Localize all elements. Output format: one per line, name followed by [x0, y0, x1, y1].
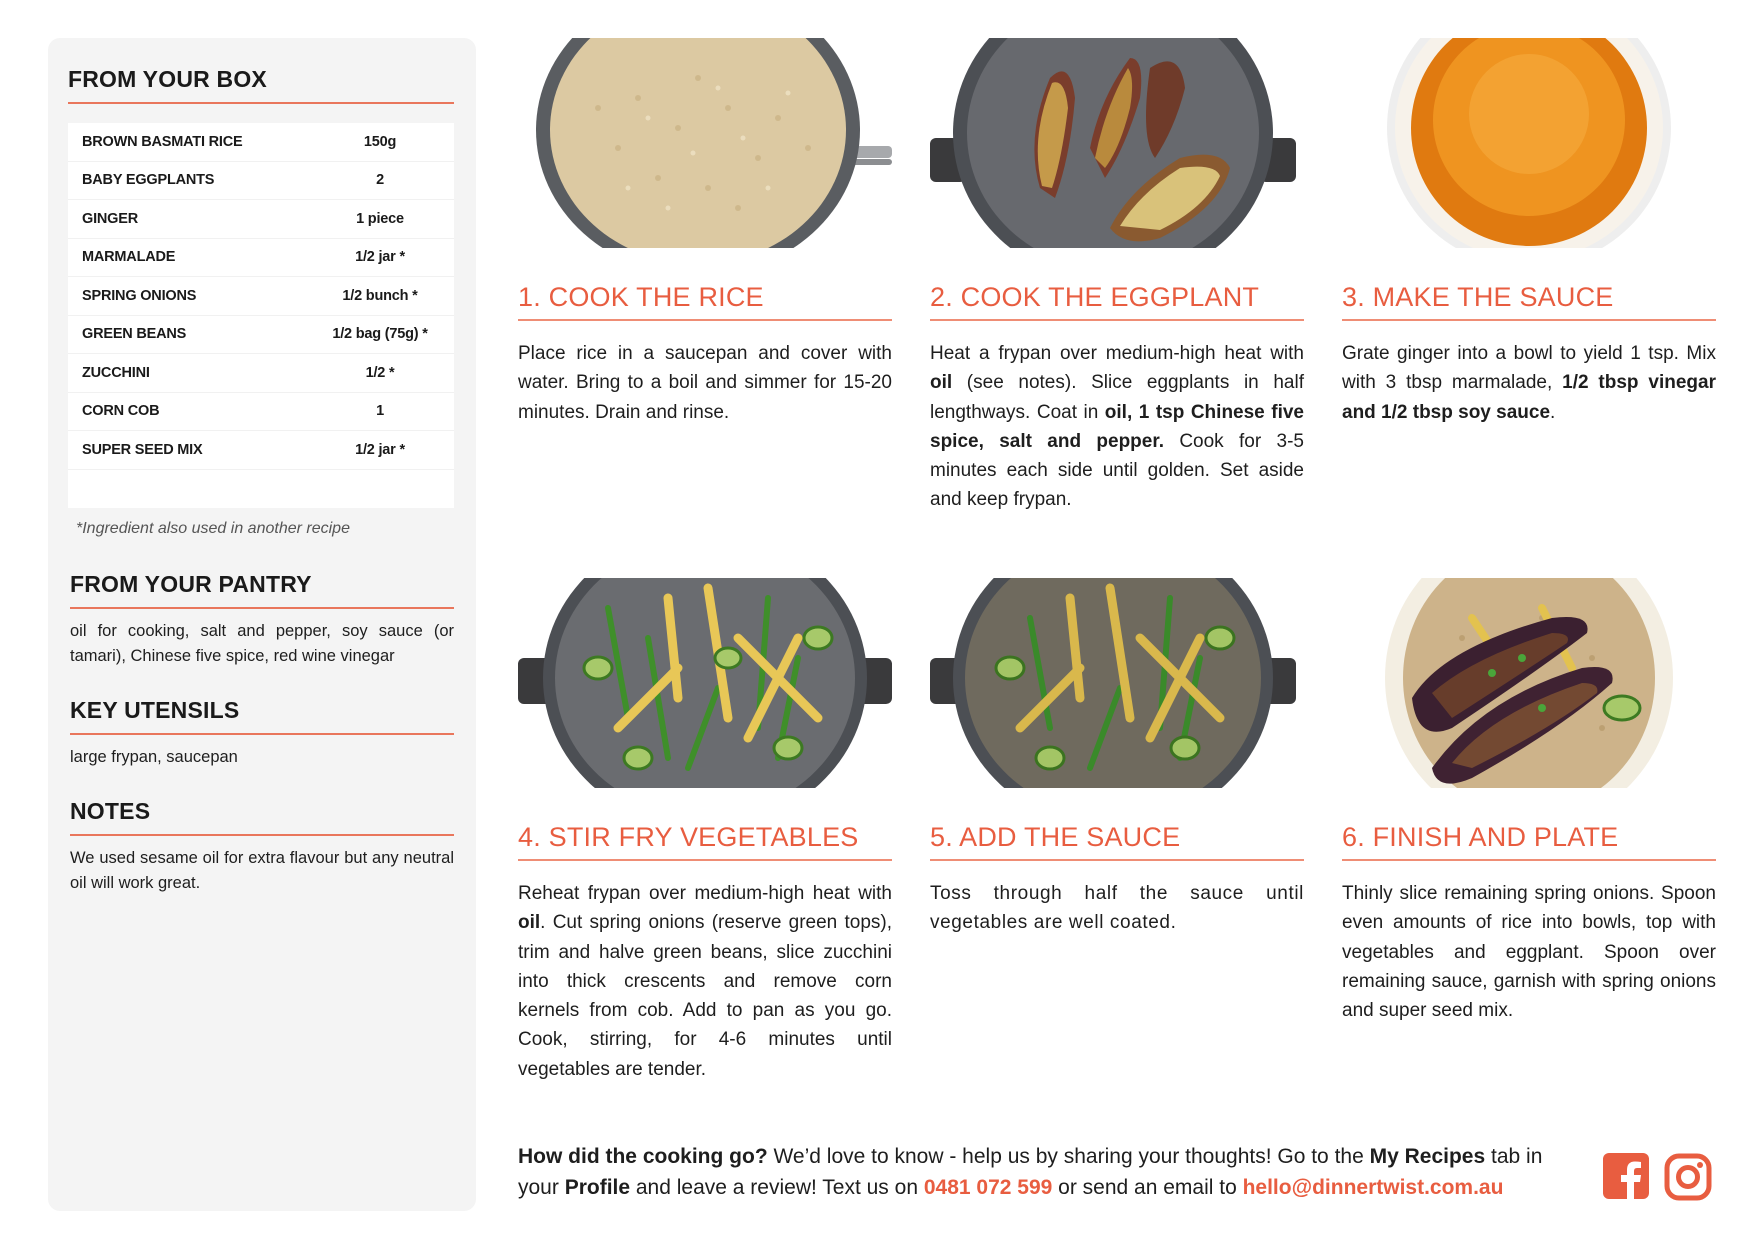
step-5 — [930, 578, 1304, 938]
ingredient-row — [68, 431, 454, 470]
pot-of-cooked-rice-image — [518, 38, 892, 248]
utensils-text: large frypan, saucepan — [70, 748, 238, 766]
pantry-heading: FROM YOUR PANTRY — [70, 571, 454, 609]
step-3-text: Grate ginger into a bowl to yield 1 tsp. Mix with 3 tbsp marmalade, 1/2 tbsp vinegar and 1/2 tbsp soy sauce. — [1342, 343, 1716, 423]
step-6 — [1342, 578, 1716, 1025]
utensils-heading: KEY UTENSILS — [70, 697, 454, 735]
step-3 — [1342, 38, 1716, 427]
notes-text: We used sesame oil for extra flavour but any neutral oil will work great. — [70, 849, 454, 892]
feedback-footer: How did the cooking go? We’d love to know - help us by sharing your thoughts! Go to the My Recipes tab in your Profile and leave a review! Text us on 0481 072 599 or send an email to hello@dinnertwist.com.au — [518, 1145, 1543, 1199]
my-recipes-link[interactable]: My Recipes — [1369, 1145, 1486, 1168]
ingredient-qty: 1 piece — [356, 210, 404, 227]
sidebar-panel — [48, 38, 476, 1211]
bowl-of-orange-sauce-image — [1342, 38, 1716, 248]
step-5-heading: 5. ADD THE SAUCE — [930, 822, 1304, 861]
ingredient-row — [68, 200, 454, 239]
pantry-section — [68, 571, 454, 669]
instagram-icon[interactable] — [1664, 1153, 1712, 1201]
ingredient-name: SUPER SEED MIX — [82, 441, 203, 458]
step-5-text: Toss through half the sauce until vegetables are well coated. — [930, 883, 1304, 934]
frypan-with-vegetables-image — [518, 578, 892, 788]
step-2-heading: 2. COOK THE EGGPLANT — [930, 282, 1304, 321]
feedback-question: How did the cooking go? — [518, 1145, 768, 1168]
ingredient-footnote: *Ingredient also used in another recipe — [76, 520, 350, 537]
step-1-heading: 1. COOK THE RICE — [518, 282, 892, 321]
ingredient-name: BABY EGGPLANTS — [82, 172, 215, 189]
frypan-with-eggplant-image — [930, 38, 1304, 248]
facebook-icon[interactable] — [1603, 1153, 1649, 1201]
step-4 — [518, 578, 892, 1084]
profile-link[interactable]: Profile — [564, 1176, 631, 1199]
ingredient-name: MARMALADE — [82, 249, 176, 266]
ingredient-qty: 1/2 jar * — [355, 441, 405, 458]
pantry-text: oil for cooking, salt and pepper, soy sauce (or tamari), Chinese five spice, red wine vinegar — [70, 622, 454, 665]
ingredient-row — [68, 239, 454, 278]
step-2-text: Heat a frypan over medium-high heat with oil (see notes). Slice eggplants in half lengthways. Coat in oil, 1 tsp Chinese five spice, salt and pepper. Cook for 3-5 minutes each side until golden. Set aside and keep frypan. — [930, 343, 1305, 511]
email-link[interactable]: hello@dinnertwist.com.au — [1242, 1176, 1504, 1199]
step-4-heading: 4. STIR FRY VEGETABLES — [518, 822, 892, 861]
plated-dish-image — [1342, 578, 1716, 788]
ingredient-name: ZUCCHINI — [82, 364, 150, 381]
step-4-text: Reheat frypan over medium-high heat with oil. Cut spring onions (reserve green tops), trim and halve green beans, slice zucchini into thick crescents and remove corn kernels from cob. Add to pan as you go. Cook, stirring, for 4-6 minutes until vegetables are tender. — [518, 883, 892, 1080]
ingredient-qty: 1/2 * — [365, 364, 395, 381]
ingredient-row — [68, 162, 454, 201]
step-2 — [930, 38, 1304, 515]
ingredient-qty: 150g — [363, 133, 397, 150]
utensils-section — [68, 697, 454, 770]
step-1-text: Place rice in a saucepan and cover with water. Bring to a boil and simmer for 15-20 minutes. Drain and rinse. — [518, 343, 892, 423]
step-3-heading: 3. MAKE THE SAUCE — [1342, 282, 1716, 321]
ingredient-row — [68, 123, 454, 162]
step-1 — [518, 38, 892, 427]
ingredient-qty: 1/2 jar * — [355, 249, 405, 266]
step-6-heading: 6. FINISH AND PLATE — [1342, 822, 1716, 861]
ingredient-qty: 1/2 bunch * — [342, 287, 418, 304]
ingredient-row — [68, 354, 454, 393]
ingredient-name: CORN COB — [82, 403, 160, 420]
ingredient-row — [68, 393, 454, 432]
ingredient-name: GINGER — [82, 210, 138, 227]
ingredient-qty: 2 — [376, 172, 384, 189]
ingredient-row — [68, 277, 454, 316]
step-6-text: Thinly slice remaining spring onions. Spoon even amounts of rice into bowls, top with vegetables and eggplant. Spoon over remaining sauce, garnish with spring onions and super seed mix. — [1342, 883, 1716, 1022]
from-your-box-heading: FROM YOUR BOX — [68, 66, 454, 104]
ingredient-name: GREEN BEANS — [82, 326, 187, 343]
ingredients-table — [68, 123, 454, 508]
notes-heading: NOTES — [70, 798, 454, 836]
ingredient-row — [68, 316, 454, 355]
ingredient-qty: 1 — [376, 403, 384, 420]
ingredient-name: SPRING ONIONS — [82, 287, 197, 304]
frypan-with-sauced-vegetables-image — [930, 578, 1304, 788]
notes-section — [68, 798, 454, 896]
ingredient-qty: 1/2 bag (75g) * — [332, 326, 428, 343]
phone-number-link[interactable]: 0481 072 599 — [923, 1176, 1053, 1199]
ingredient-name: BROWN BASMATI RICE — [82, 133, 243, 150]
